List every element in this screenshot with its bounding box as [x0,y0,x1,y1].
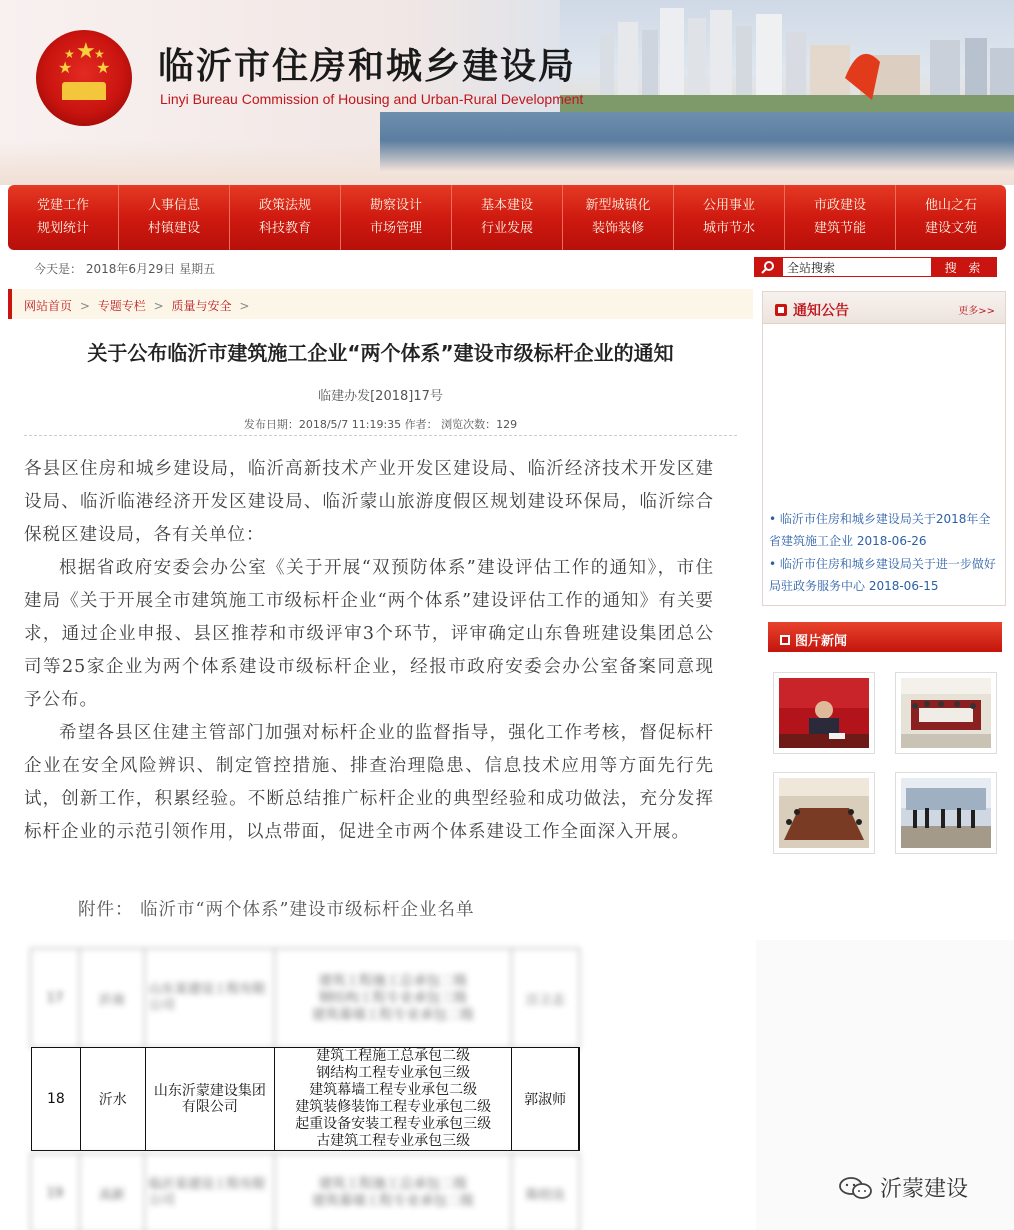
nav-group-3 [230,185,341,250]
cell-qualifications [275,949,513,1047]
table-row [30,1153,580,1230]
qualification-item: 建筑幕墙工程专业承包二级 [311,1006,474,1023]
breadcrumb-separator: > [79,299,90,313]
qualification-item: 钢结构工程专业承包三级 [318,989,468,1006]
meta-divider [24,435,737,436]
notice-box-title-text: 通知公告 [793,303,849,319]
cell-area: 沂南 [80,949,145,1047]
breadcrumb-separator: > [153,299,164,313]
table-row [31,1047,580,1151]
cell-person: 陈绍良 [526,1187,566,1203]
site-subtitle: Linyi Bureau Commission of Housing and Urban-Rural Development [160,91,584,107]
nav-item-planning-stats[interactable]: 规划统计 [36,221,89,236]
qualification-item: 起重设备安装工程专业承包三级 [295,1116,492,1132]
banner-shore [0,140,1014,185]
article-paragraph: 希望各县区住建主管部门加强对标杆企业的监督指导，强化工作考核，督促标杆企业在安全风险辨识、制定管控措施、排查治理隐患、信息技术应用等方面先行先试，创新工作，积累经验。不断总结推广标杆企业的典型经验和成功做法，充分发挥标杆企业的示范引领作用，以点带面，促进全市两个体系建设工作全面深入开展。 [24,723,714,842]
cell-company: 山东沂蒙建设集团有限公司 [146,1048,276,1150]
today-date: 今天是： 2018年6月29日 星期五 [34,262,216,276]
nav-item-party-work[interactable]: 党建工作 [36,198,89,213]
nav-group-5 [452,185,563,250]
qualification-item: 建筑幕墙工程专业承包二级 [309,1082,478,1098]
nav-group-7 [674,185,785,250]
nav-group-6 [563,185,674,250]
breadcrumb [8,289,753,319]
table-row [30,948,580,1048]
article-panel [8,289,753,929]
site-inspection-photo [901,778,991,848]
nav-group-9 [896,185,1006,250]
cell-number: 19 [31,1154,80,1230]
breadcrumb-separator: > [239,299,250,313]
site-title: 临沂市住房和城乡建设局 [158,45,577,87]
watermark-text: 沂蒙建设 [880,1177,969,1202]
cell-number: 17 [31,949,80,1047]
article-addressee: 各县区住房和城乡建设局，临沂高新技术产业开发区建设局、临沂经济技术开发区建设局、临沂临港经济开发区建设局、临沂蒙山旅游度假区规划建设环保局，临沂综合保税区建设局，各有关单位： [24,459,714,545]
nav-item-public-utilities[interactable]: 公用事业 [702,198,755,213]
cell-qualifications [275,1154,513,1230]
notice-icon [775,304,787,316]
wechat-icon [838,1176,874,1200]
cell-person: 郭淑师 [512,1048,579,1150]
nav-item-policy[interactable]: 政策法规 [258,198,311,213]
more-link[interactable]: 更多>> [958,306,995,317]
nav-item-urbanization[interactable]: 新型城镇化 [585,198,651,213]
nav-item-decoration[interactable]: 装饰装修 [591,221,644,236]
meeting-speaker-photo [779,678,869,748]
photo-news-title [780,630,847,649]
notice-box-header [763,292,1005,324]
photo-thumbnail[interactable] [895,772,997,854]
notice-box [762,291,1006,606]
article-meta: 发布日期：2018/5/7 11:19:35 作者： 浏览次数：129 [243,418,518,431]
notice-box-title [775,300,849,320]
nav-group-8 [785,185,896,250]
photo-news-icon [780,635,790,645]
nav-item-science-education[interactable]: 科技教育 [258,221,311,236]
nav-item-survey-design[interactable]: 勘察设计 [369,198,422,213]
meeting-room-photo [901,678,991,748]
qualification-item: 建筑幕墙工程专业承包二级 [311,1193,474,1209]
document-number: 临建办发[2018]17号 [318,389,443,404]
breadcrumb-home[interactable]: 网站首页 [24,299,73,313]
nav-item-industry[interactable]: 行业发展 [480,221,533,236]
wechat-watermark [838,1172,968,1203]
cell-number: 18 [32,1048,81,1150]
nav-item-literature[interactable]: 建设文苑 [924,221,977,236]
qualification-item: 建筑工程施工总承包二级 [318,1176,468,1192]
photo-thumbnail[interactable] [773,772,875,854]
notice-item[interactable]: • 临沂市住房和城乡建设局关于进一步做好局驻政务服务中心 2018-06-15 [769,557,996,593]
nav-group-2 [119,185,230,250]
qualification-item: 建筑装修装饰工程专业承包二级 [295,1099,492,1115]
photo-news-title-text: 图片新闻 [795,634,848,649]
attachment-table-section [0,940,1014,1230]
nav-item-other-stones[interactable]: 他山之石 [924,198,977,213]
article-title: 关于公布临沂市建筑施工企业“两个体系”建设市级标杆企业的通知 [87,341,674,365]
nav-item-personnel[interactable]: 人事信息 [147,198,200,213]
qualification-item: 古建筑工程专业承包三级 [316,1133,471,1149]
nav-item-water-saving[interactable]: 城市节水 [702,221,755,236]
notice-list [769,508,1001,598]
breadcrumb-current[interactable]: 质量与安全 [171,299,232,313]
photo-thumbnail[interactable] [773,672,875,754]
search-input[interactable] [782,257,932,277]
cell-area: 高新 [80,1154,145,1230]
search-icon [754,257,782,277]
cell-qualifications [275,1048,512,1150]
qualification-item: 建筑工程施工总承包二级 [318,972,468,989]
breadcrumb-section[interactable]: 专题专栏 [97,299,146,313]
conference-table-photo [779,778,869,848]
cell-person: 汪立志 [526,992,566,1008]
nav-item-basic-construction[interactable]: 基本建设 [480,198,533,213]
nav-item-municipal[interactable]: 市政建设 [813,198,866,213]
nav-item-village-construction[interactable]: 村镇建设 [147,221,200,236]
qualification-item: 钢结构工程专业承包三级 [316,1065,471,1081]
cell-company: 山东某建设工程有限公司 [145,949,275,1047]
nav-item-market[interactable]: 市场管理 [369,221,422,236]
photo-news-header [768,622,1002,652]
article-paragraph: 根据省政府安委会办公室《关于开展“双预防体系”建设评估工作的通知》，市住建局《关于开展全市建筑施工市级标杆企业“两个体系”建设评估工作的通知》有关要求，通过企业申报、县区推荐和市级评审3个环节，评审确定山东鲁班建设集团总公司等25家企业为两个体系建设市级标杆企业，经报市政府安委会办公室备案同意现予公布。 [24,558,714,710]
main-nav [8,185,1006,250]
nav-group-4 [341,185,452,250]
cell-area: 沂水 [81,1048,146,1150]
qualification-item: 建筑工程施工总承包二级 [316,1048,471,1064]
article-body [24,453,714,849]
national-emblem-icon: ★ ★ ★ ★ ★ [36,30,132,126]
search-button[interactable]: 搜 索 [932,257,997,277]
nav-group-1 [8,185,119,250]
site-search [754,257,997,277]
header-banner [0,0,1014,185]
nav-item-energy-saving[interactable]: 建筑节能 [813,221,866,236]
notice-item[interactable]: • 临沂市住房和城乡建设局关于2018年全省建筑施工企业 2018-06-26 [769,512,991,548]
cell-company: 临沂某建设工程有限公司 [145,1154,275,1230]
photo-thumbnail[interactable] [895,672,997,754]
attachment-line[interactable]: 附件： 临沂市“两个体系”建设市级标杆企业名单 [78,900,475,920]
